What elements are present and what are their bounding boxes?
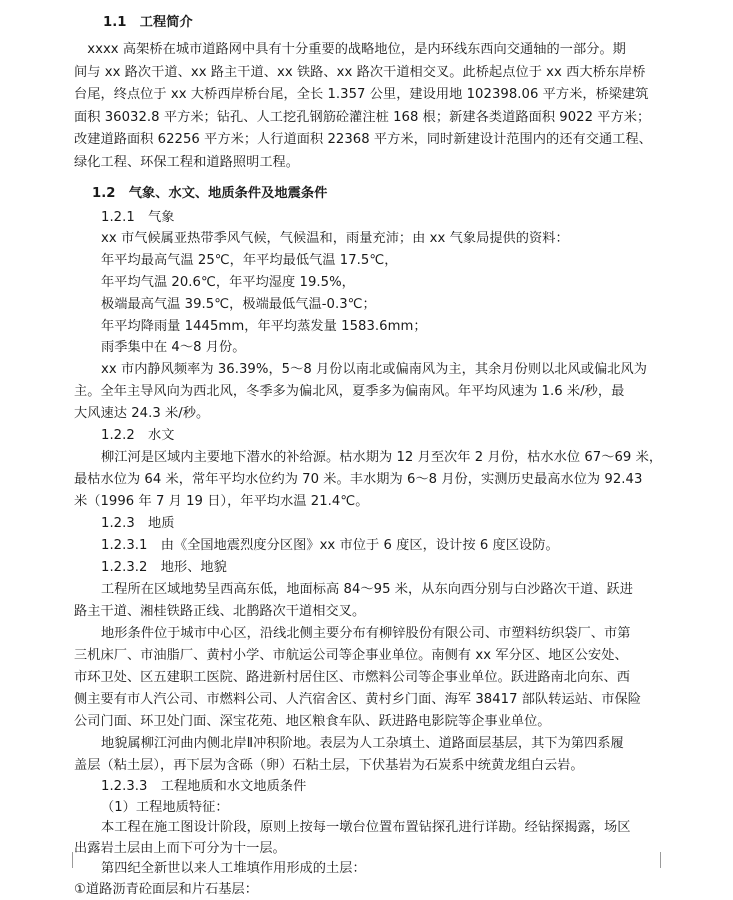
- paragraph-line: 柳江河是区域内主要地下潜水的补给源。枯水期为 12 月至次年 2 月份，枯水水位 67～69 米，: [101, 450, 663, 465]
- paragraph-line: 年平均最高气温 25℃，年平均最低气温 17.5℃，: [101, 253, 398, 268]
- section-heading-1-2: 1.2 气象、水文、地质条件及地震条件: [92, 186, 328, 201]
- paragraph-line: 大风速达 24.3 米/秒。: [74, 406, 210, 421]
- paragraph-line: 改建道路面积 62256 平方米；人行道面积 22368 平方米，同时新建设计范围内的还有交通工程、: [74, 132, 652, 147]
- paragraph-line: 盖层（粘土层），再下层为含砾（卵）石粘土层，下伏基岩为石炭系中统黄龙组白云岩。: [74, 758, 584, 773]
- paragraph-line: 最枯水位为 64 米，常年平均水位约为 70 米。丰水期为 6～8 月份，实测历史最高水位为 92.43: [74, 472, 643, 487]
- paragraph-line: 本工程在施工图设计阶段，原则上按每一墩台位置布置钻探孔进行详勘。经钻探揭露，场区: [101, 820, 631, 835]
- paragraph-line: 台尾，终点位于 xx 大桥西岸桥台尾，全长 1.357 公里，建设用地 102398.06 平方米，桥梁建筑: [74, 87, 649, 102]
- paragraph-line: 路主干道、湘桂铁路正线、北鹊路次干道相交叉。: [74, 604, 366, 619]
- paragraph-line: 出露岩土层由上而下可分为十一层。: [74, 841, 286, 856]
- subsection-heading-1-2-3: 1.2.3 地质: [101, 516, 175, 531]
- paragraph-line: xx 市气候属亚热带季风气候，气候温和，雨量充沛；由 xx 气象局提供的资料：: [101, 231, 569, 246]
- paragraph-line: 极端最高气温 39.5℃，极端最低气温-0.3℃；: [101, 297, 376, 312]
- paragraph-line: 间与 xx 路次干道、xx 路主干道、xx 铁路、xx 路次干道相交叉。此桥起点位于 xx 西大桥东岸桥: [74, 65, 646, 80]
- paragraph-line: 年平均气温 20.6℃，年平均湿度 19.5%，: [101, 275, 355, 290]
- subsection-heading-1-2-1: 1.2.1 气象: [101, 210, 175, 225]
- paragraph-line: xxxx 高架桥在城市道路网中具有十分重要的战略地位，是内环线东西向交通轴的一部分。期: [74, 42, 626, 57]
- paragraph-line: 主。全年主导风向为西北风，冬季多为偏北风，夏季多为偏南风。年平均风速为 1.6 米/秒，最: [74, 384, 625, 399]
- paragraph-line: 年平均降雨量 1445mm，年平均蒸发量 1583.6mm；: [101, 319, 427, 334]
- paragraph-line: 米（1996 年 7 月 19 日），年平均水温 21.4℃。: [74, 494, 369, 509]
- paragraph-line: 1.2.3.1 由《全国地震烈度分区图》xx 市位于 6 度区，设计按 6 度区设防。: [101, 538, 559, 553]
- paragraph-line: 侧主要有市人汽公司、市燃料公司、人汽宿舍区、黄村乡门面、海军 38417 部队转运站、市保险: [74, 692, 641, 707]
- paragraph-line: 第四纪全新世以来人工堆填作用形成的土层：: [101, 861, 366, 876]
- subsection-heading-1-2-3-2: 1.2.3.2 地形、地貌: [101, 560, 227, 575]
- section-heading-1-1: 1.1 工程简介: [103, 15, 193, 30]
- subsection-heading-1-2-3-3: 1.2.3.3 工程地质和水文地质条件: [101, 779, 307, 794]
- paragraph-line: 地形条件位于城市中心区，沿线北侧主要分布有柳锌股份有限公司、市塑料纺织袋厂、市第: [101, 626, 631, 641]
- paragraph-line: xx 市内静风频率为 36.39%，5～8 月份以南北或偏南风为主，其余月份则以北风或偏北风为: [101, 362, 647, 377]
- page-corner-mark-left: [58, 852, 73, 868]
- paragraph-line: 三机床厂、市油脂厂、黄村小学、市航运公司等企事业单位。南侧有 xx 军分区、地区公安处、: [74, 648, 628, 663]
- paragraph-line: 工程所在区域地势呈西高东低，地面标高 84～95 米，从东向西分别与白沙路次干道、跃进: [101, 582, 634, 597]
- paragraph-line: 面积 36032.8 平方米；钻孔、人工挖孔钢筋砼灌注桩 168 根；新建各类道路面积 9022 平方米；: [74, 110, 651, 125]
- page-corner-mark-right: [660, 852, 675, 868]
- paragraph-line: 地貌属柳江河曲内侧北岸Ⅱ冲积阶地。表层为人工杂填土、道路面层基层，其下为第四系履: [101, 736, 624, 751]
- paragraph-line: 公司门面、环卫处门面、深宝花苑、地区粮食车队、跃进路电影院等企事业单位。: [74, 714, 551, 729]
- paragraph-line: （1）工程地质特征：: [101, 800, 229, 815]
- paragraph-line: 绿化工程、环保工程和道路照明工程。: [74, 155, 300, 170]
- paragraph-line: 市环卫处、区五建职工医院、路进新村居住区、市燃料公司等企事业单位。跃进路南北向东、西: [74, 670, 630, 685]
- subsection-heading-1-2-2: 1.2.2 水文: [101, 428, 175, 443]
- list-item: ①道路沥青砼面层和片石基层：: [74, 882, 258, 897]
- paragraph-line: 雨季集中在 4～8 月份。: [101, 340, 246, 355]
